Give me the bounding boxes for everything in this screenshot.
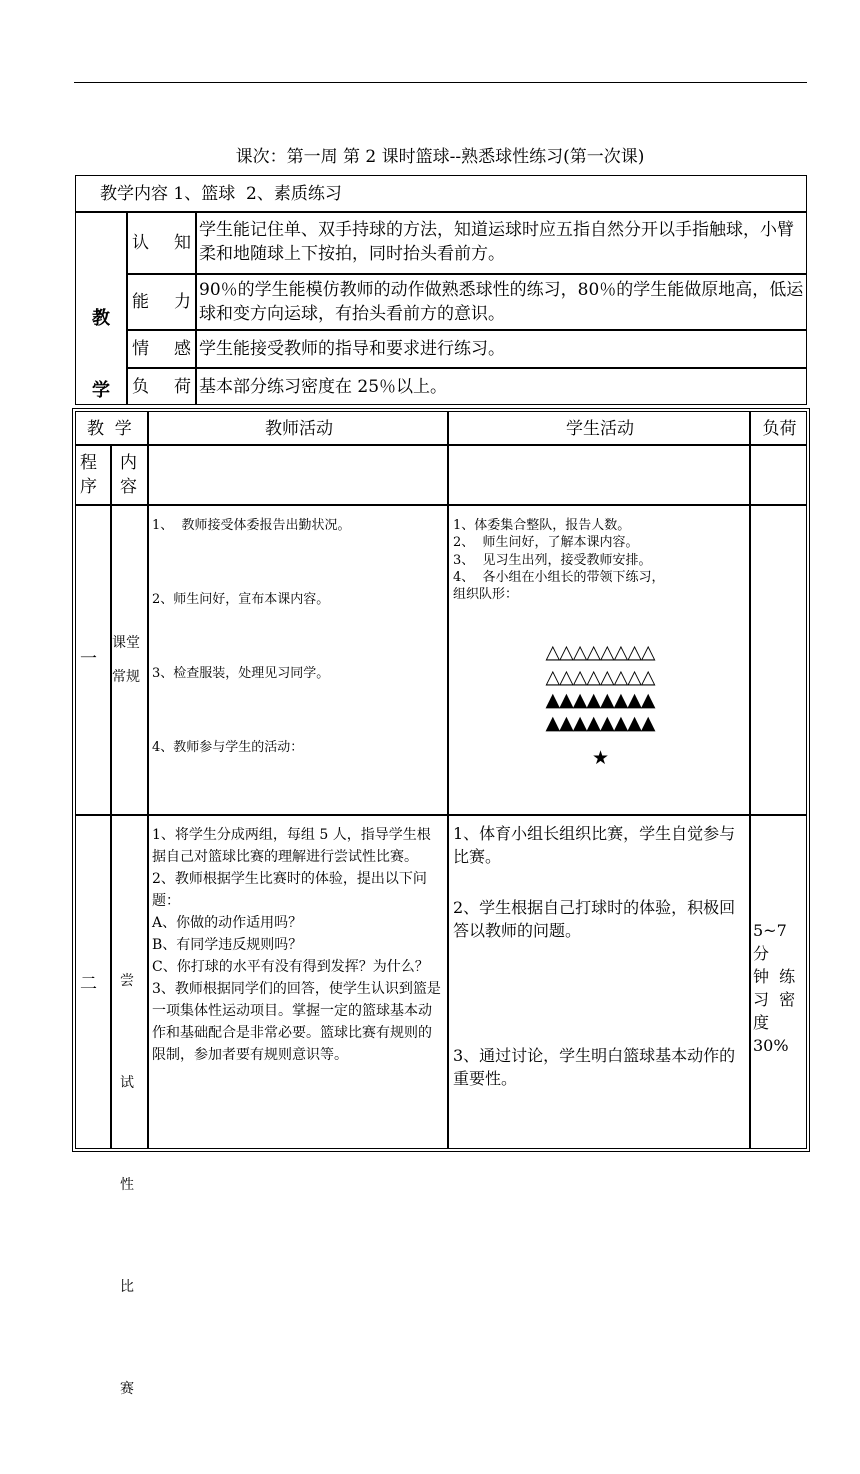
section-2-name: 尝 试 性 比 赛 — [111, 815, 148, 1149]
header-blank-load — [750, 445, 807, 505]
section-1-number: 一 — [75, 505, 111, 815]
goal-text-load: 基本部分练习密度在 25％以上。 — [196, 368, 807, 405]
goals-label-char: 学 — [92, 380, 110, 401]
header-blank-student — [448, 445, 750, 505]
section-1-load — [750, 505, 807, 815]
formation-row: △△△△△△△△ — [545, 641, 655, 663]
teacher-star-icon: ★ — [591, 747, 609, 769]
formation-row: ▲▲▲▲▲▲▲▲ — [545, 689, 655, 711]
goal-text-ability: 90％的学生能模仿教师的动作做熟悉球性的练习，80％的学生能做原地高，低运球和变方向运球，有抬头看前方的意识。 — [196, 274, 807, 330]
goal-text-cognition: 学生能记住单、双手持球的方法，知道运球时应五指自然分开以手指触球，小臂柔和地随球上下按拍，同时抬头看前方。 — [196, 212, 807, 274]
header-student: 学生活动 — [448, 411, 750, 445]
header-sequence: 程 序 — [75, 445, 111, 505]
section-1-student: 1、体委集合整队，报告人数。 2、 师生问好，了解本课内容。 3、 见习生出列，接受教师安排。 4、 各小组在小组长的带领下练习， 组织队形： △△△△△△△△ △△△△△△△△ ▲▲▲▲▲▲▲▲ ▲▲▲▲▲▲▲▲ ★ — [448, 505, 750, 815]
goal-key-load: 负 荷 — [127, 368, 196, 405]
header-blank-teacher — [148, 445, 448, 505]
goal-key-cognition: 认 知 — [127, 212, 196, 274]
section-1-teacher: 1、 教师接受体委报告出勤状况。 2、师生问好，宣布本课内容。 3、检查服装，处理见习同学。 4、教师参与学生的活动： — [148, 505, 448, 815]
content-text: 教学内容 1、篮球 2、素质练习 — [100, 184, 342, 204]
formation-row: △△△△△△△△ — [545, 666, 655, 688]
header-content: 内 容 — [111, 445, 148, 505]
goal-key-ability: 能 力 — [127, 274, 196, 330]
page-title: 课次：第一周 第 2 课时篮球--熟悉球性练习(第一次课) — [235, 147, 645, 167]
header-procedure: 教 学 — [75, 411, 148, 445]
section-2-number: 二 — [75, 815, 111, 1149]
section-2-student: 1、体育小组长组织比赛，学生自觉参与比赛。 2、学生根据自己打球时的体验，积极回答以教师的问题。 3、通过讨论，学生明白篮球基本动作的重要性。 — [448, 815, 750, 1149]
section-2-teacher: 1、将学生分成两组，每组 5 人，指导学生根据自己对篮球比赛的理解进行尝试性比赛。 2、教师根据学生比赛时的体验，提出以下问题： A、你做的动作适用吗？ B、有同学违反规则吗？ C、你打球的水平有没有得到发挥？为什么？ 3、教师根据同学们的回答，使学生认识到篮是一项集体性运动项目。掌握一定的篮球基本动作和基础配合是非常必要。篮球比赛有规则的限制，参加者要有规则意识等。 — [148, 815, 448, 1149]
goal-text-emotion: 学生能接受教师的指导和要求进行练习。 — [196, 330, 807, 368]
formation-row: ▲▲▲▲▲▲▲▲ — [545, 712, 655, 734]
header-teacher: 教师活动 — [148, 411, 448, 445]
goals-label-cell — [75, 212, 127, 405]
goals-label-char: 教 — [92, 308, 110, 329]
section-1-name: 课堂 常规 — [111, 505, 148, 815]
header-load: 负荷 — [750, 411, 807, 445]
content-row — [75, 175, 807, 212]
section-2-load: 5~7 分 钟 练 习 密 度 30% — [750, 815, 807, 1149]
goal-key-emotion: 情 感 — [127, 330, 196, 368]
header-rule — [74, 82, 807, 83]
